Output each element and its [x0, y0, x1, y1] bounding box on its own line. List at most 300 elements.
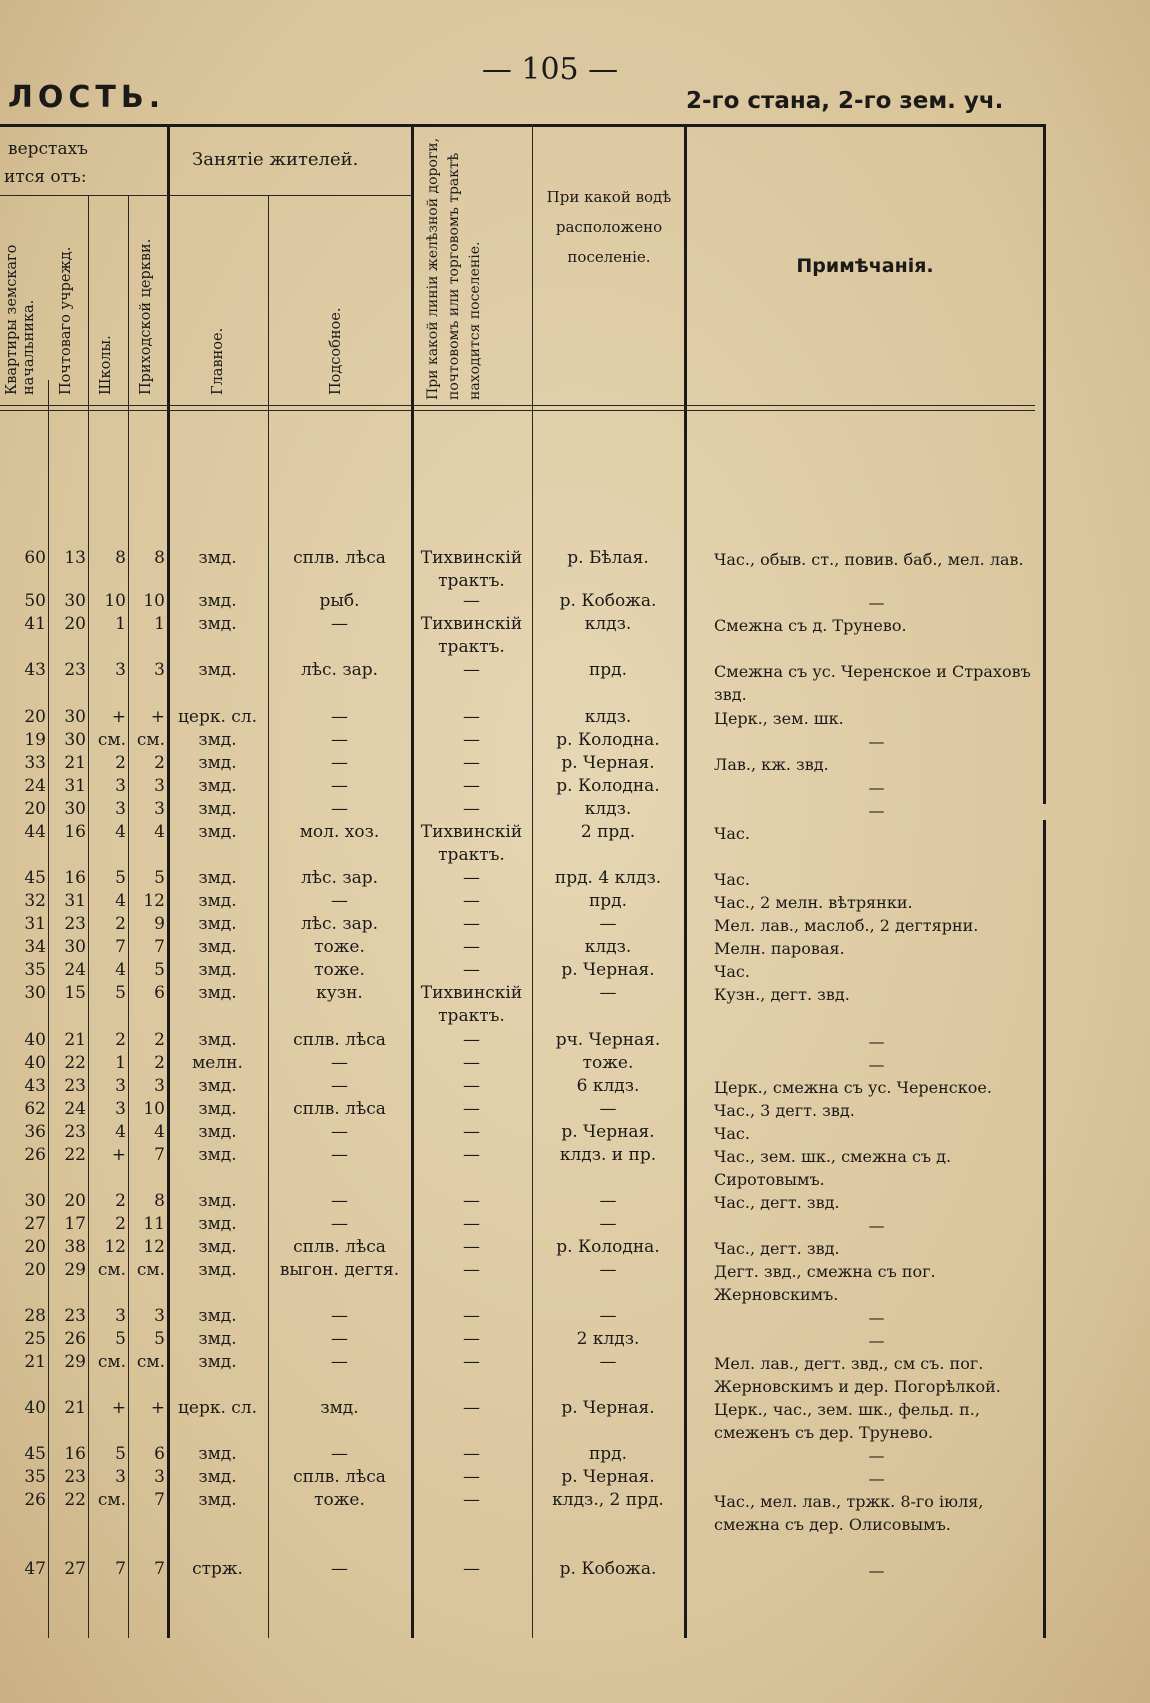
cell-z: 44: [24, 822, 46, 842]
cell-c: 9: [154, 914, 165, 934]
table-top-rule: [0, 124, 1045, 127]
col-divider: [128, 195, 129, 1638]
cell-s: 2: [115, 1191, 126, 1211]
cell-p: 30: [64, 591, 86, 611]
cell-s: см.: [97, 1260, 126, 1280]
cell-note: —: [868, 1331, 885, 1350]
cell-aux: —: [331, 1053, 348, 1073]
cell-c: 7: [154, 1559, 165, 1579]
cell-s: 2: [115, 1030, 126, 1050]
cell-aux: мол. хоз.: [299, 822, 380, 842]
cell-p: 20: [64, 614, 86, 634]
cell-note: —: [868, 1308, 885, 1327]
cell-main: змд.: [198, 1099, 237, 1119]
cell-c: см.: [136, 1260, 165, 1280]
page-title-left: ЛОСТЬ.: [8, 80, 166, 115]
cell-road: —: [463, 753, 480, 773]
cell-z: 40: [24, 1030, 46, 1050]
cell-road: —: [463, 1099, 480, 1119]
cell-p: 23: [64, 1467, 86, 1487]
cell-z: 45: [24, 868, 46, 888]
header-distance-sub: ится отъ:: [4, 167, 87, 187]
cell-z: 20: [24, 1237, 46, 1257]
cell-note: —: [868, 1561, 885, 1580]
cell-s: 3: [115, 660, 126, 680]
cell-p: 16: [64, 822, 86, 842]
cell-z: 43: [24, 660, 46, 680]
cell-note: —: [868, 801, 885, 820]
cell-water: —: [599, 1099, 617, 1119]
col-divider: [48, 380, 49, 1638]
cell-aux: —: [331, 799, 348, 819]
cell-p: 29: [64, 1260, 86, 1280]
cell-s: 5: [115, 868, 126, 888]
cell-road: Тихвинскій: [420, 822, 523, 842]
cell-s: 3: [115, 1467, 126, 1487]
cell-aux: —: [331, 1352, 348, 1372]
cell-c: +: [150, 707, 165, 727]
cell-z: 27: [24, 1214, 46, 1234]
cell-aux: выгон. дегтя.: [279, 1260, 400, 1280]
cell-z: 34: [24, 937, 46, 957]
cell-note: Смежна съ ус. Черенское и Страховъ звд.: [714, 662, 1031, 704]
cell-s: 12: [104, 1237, 126, 1257]
cell-p: 21: [64, 753, 86, 773]
cell-z: 36: [24, 1122, 46, 1142]
col-divider: [1043, 820, 1046, 1638]
cell-road: —: [463, 1352, 480, 1372]
cell-water: клдз.: [584, 707, 632, 727]
cell-c: 2: [154, 1053, 165, 1073]
cell-s: 3: [115, 799, 126, 819]
cell-z: 20: [24, 707, 46, 727]
cell-main: змд.: [198, 960, 237, 980]
cell-main: змд.: [198, 1467, 237, 1487]
cell-z: 47: [24, 1559, 46, 1579]
cell-aux: лѣс. зар.: [300, 660, 379, 680]
cell-road: —: [463, 937, 480, 957]
cell-note: —: [868, 1216, 885, 1235]
cell-main: змд.: [198, 1030, 237, 1050]
cell-note: —: [868, 1469, 885, 1488]
cell-note: —: [868, 593, 885, 612]
cell-aux: змд.: [320, 1398, 359, 1418]
cell-p: 16: [64, 868, 86, 888]
cell-road: —: [463, 1559, 480, 1579]
cell-z: 41: [24, 614, 46, 634]
cell-c: 3: [154, 1076, 165, 1096]
cell-note: Церк., зем. шк.: [714, 709, 844, 728]
cell-main: змд.: [198, 1260, 237, 1280]
cell-s: +: [111, 707, 126, 727]
cell-main: змд.: [198, 1237, 237, 1257]
cell-p: 17: [64, 1214, 86, 1234]
cell-c: 1: [154, 614, 165, 634]
cell-s: 2: [115, 753, 126, 773]
cell-z: 32: [24, 891, 46, 911]
cell-main: змд.: [198, 753, 237, 773]
cell-p: 30: [64, 799, 86, 819]
cell-aux: —: [331, 707, 348, 727]
cell-water: р. Черная.: [561, 753, 655, 773]
cell-z: 33: [24, 753, 46, 773]
cell-aux: кузн.: [316, 983, 363, 1003]
cell-aux: —: [331, 1145, 348, 1165]
cell-c: 8: [154, 548, 165, 568]
cell-water: прд. 4 клдз.: [554, 868, 662, 888]
cell-note: Час., дегт. звд.: [714, 1193, 840, 1212]
header-occupation: Занятіе жителей.: [192, 149, 359, 170]
cell-road: —: [463, 1237, 480, 1257]
cell-note: Церк., смежна съ ус. Черенское.: [714, 1078, 992, 1097]
cell-main: змд.: [198, 1214, 237, 1234]
page-number: — 105 —: [481, 52, 619, 87]
cell-s: 3: [115, 1099, 126, 1119]
cell-c: 10: [143, 591, 165, 611]
cell-note: —: [868, 1032, 885, 1051]
cell-water: р. Кобожа.: [559, 1559, 657, 1579]
cell-c: 5: [154, 868, 165, 888]
cell-s: 2: [115, 914, 126, 934]
cell-z: 31: [24, 914, 46, 934]
cell-water: р. Бѣлая.: [567, 548, 649, 568]
cell-road: —: [463, 1145, 480, 1165]
cell-z: 62: [24, 1099, 46, 1119]
cell-s: 4: [115, 891, 126, 911]
cell-water: р. Колодна.: [556, 730, 660, 750]
cell-road: —: [463, 1191, 480, 1211]
cell-z: 19: [24, 730, 46, 750]
cell-water: клдз.: [584, 799, 632, 819]
cell-road: —: [463, 1030, 480, 1050]
cell-z: 24: [24, 776, 46, 796]
cell-main: змд.: [198, 1191, 237, 1211]
cell-aux: сплв. лѣса: [293, 1099, 386, 1119]
cell-aux: тоже.: [314, 960, 365, 980]
cell-z: 43: [24, 1076, 46, 1096]
cell-z: 30: [24, 983, 46, 1003]
cell-main: мелн.: [192, 1053, 243, 1073]
cell-note: —: [868, 732, 885, 751]
cell-s: 5: [115, 1444, 126, 1464]
cell-main: змд.: [198, 868, 237, 888]
cell-water: р. Колодна.: [556, 776, 660, 796]
cell-z: 25: [24, 1329, 46, 1349]
cell-aux: —: [331, 776, 348, 796]
col-divider: [268, 195, 269, 1638]
cell-note: Церк., час., зем. шк., фельд. п., смеженъ съ дер. Трунево.: [714, 1400, 980, 1442]
cell-main: змд.: [198, 1352, 237, 1372]
cell-aux: сплв. лѣса: [293, 1030, 386, 1050]
cell-road: —: [463, 1053, 480, 1073]
cell-road-cont: трактъ.: [438, 1006, 505, 1026]
header-main: Главное.: [210, 327, 226, 395]
cell-z: 50: [24, 591, 46, 611]
cell-water: р. Черная.: [561, 960, 655, 980]
cell-water: клдз.: [584, 614, 632, 634]
cell-c: 10: [143, 1099, 165, 1119]
header-schools: Школы.: [98, 335, 114, 395]
cell-s: см.: [97, 1352, 126, 1372]
cell-aux: сплв. лѣса: [293, 1467, 386, 1487]
cell-road: Тихвинскій: [420, 983, 523, 1003]
cell-road: —: [463, 1076, 480, 1096]
cell-water: р. Черная.: [561, 1398, 655, 1418]
cell-z: 26: [24, 1490, 46, 1510]
cell-z: 26: [24, 1145, 46, 1165]
cell-main: змд.: [198, 983, 237, 1003]
cell-main: змд.: [198, 730, 237, 750]
cell-z: 28: [24, 1306, 46, 1326]
cell-s: 5: [115, 1329, 126, 1349]
cell-note: Час., 2 мелн. вѣтрянки.: [714, 893, 913, 912]
cell-p: 22: [64, 1490, 86, 1510]
cell-s: 3: [115, 1306, 126, 1326]
cell-aux: —: [331, 1559, 348, 1579]
cell-main: змд.: [198, 1145, 237, 1165]
header-subrule: [167, 195, 411, 196]
cell-water: —: [599, 1352, 617, 1372]
cell-z: 40: [24, 1398, 46, 1418]
header-bottom-rule-2: [0, 410, 1035, 411]
cell-aux: —: [331, 730, 348, 750]
cell-c: 4: [154, 822, 165, 842]
header-notes: Примѣчанія.: [796, 255, 934, 277]
cell-main: церк. сл.: [177, 707, 258, 727]
cell-s: 7: [115, 937, 126, 957]
cell-aux: тоже.: [314, 1490, 365, 1510]
cell-note: Час., мел. лав., тржк. 8-го іюля, смежна съ дер. Олисовымъ.: [714, 1492, 984, 1534]
cell-z: 60: [24, 548, 46, 568]
cell-c: 2: [154, 1030, 165, 1050]
header-distance: верстахъ: [8, 139, 88, 159]
cell-aux: рыб.: [319, 591, 360, 611]
cell-p: 29: [64, 1352, 86, 1372]
cell-p: 21: [64, 1030, 86, 1050]
cell-road-cont: трактъ.: [438, 571, 505, 591]
cell-c: 4: [154, 1122, 165, 1142]
cell-main: змд.: [198, 776, 237, 796]
cell-road: —: [463, 1306, 480, 1326]
cell-water: рч. Черная.: [555, 1030, 661, 1050]
cell-water: —: [599, 1214, 617, 1234]
cell-note: Час.: [714, 824, 750, 843]
cell-p: 31: [64, 891, 86, 911]
cell-p: 24: [64, 960, 86, 980]
cell-p: 22: [64, 1145, 86, 1165]
cell-p: 20: [64, 1191, 86, 1211]
cell-main: змд.: [198, 591, 237, 611]
cell-c: 3: [154, 1306, 165, 1326]
cell-road: —: [463, 1329, 480, 1349]
cell-p: 23: [64, 660, 86, 680]
header-bottom-rule: [0, 405, 1035, 406]
cell-aux: —: [331, 753, 348, 773]
cell-road: —: [463, 868, 480, 888]
cell-road: —: [463, 1260, 480, 1280]
cell-main: змд.: [198, 1329, 237, 1349]
cell-p: 23: [64, 1306, 86, 1326]
cell-aux: лѣс. зар.: [300, 914, 379, 934]
cell-road: —: [463, 891, 480, 911]
cell-main: змд.: [198, 1490, 237, 1510]
cell-road: Тихвинскій: [420, 614, 523, 634]
cell-p: 30: [64, 937, 86, 957]
header-subrule: [0, 195, 167, 196]
cell-road: —: [463, 707, 480, 727]
cell-water: клдз.: [584, 937, 632, 957]
cell-c: 5: [154, 1329, 165, 1349]
cell-main: змд.: [198, 822, 237, 842]
cell-p: 23: [64, 1076, 86, 1096]
cell-note: Час., 3 дегт. звд.: [714, 1101, 855, 1120]
cell-c: 3: [154, 776, 165, 796]
cell-water: —: [599, 1306, 617, 1326]
cell-s: 3: [115, 776, 126, 796]
cell-main: змд.: [198, 891, 237, 911]
cell-z: 20: [24, 1260, 46, 1280]
cell-c: см.: [136, 730, 165, 750]
cell-water: клдз. и пр.: [559, 1145, 657, 1165]
cell-water: —: [599, 914, 617, 934]
cell-s: 4: [115, 1122, 126, 1142]
cell-p: 15: [64, 983, 86, 1003]
cell-aux: —: [331, 1122, 348, 1142]
cell-main: змд.: [198, 660, 237, 680]
cell-aux: сплв. лѣса: [293, 1237, 386, 1257]
cell-s: см.: [97, 1490, 126, 1510]
cell-aux: тоже.: [314, 937, 365, 957]
cell-aux: лѣс. зар.: [300, 868, 379, 888]
cell-aux: —: [331, 1191, 348, 1211]
cell-note: —: [868, 778, 885, 797]
cell-c: 3: [154, 1467, 165, 1487]
cell-note: Час.: [714, 870, 750, 889]
cell-z: 20: [24, 799, 46, 819]
cell-s: 1: [115, 1053, 126, 1073]
cell-note: Мел. лав., маслоб., 2 дегтярни.: [714, 916, 979, 935]
cell-p: 31: [64, 776, 86, 796]
cell-road: —: [463, 799, 480, 819]
cell-s: 10: [104, 591, 126, 611]
cell-s: 8: [115, 548, 126, 568]
cell-water: р. Черная.: [561, 1467, 655, 1487]
cell-aux: —: [331, 1329, 348, 1349]
cell-note: Час., обыв. ст., повив. баб., мел. лав.: [714, 550, 1024, 569]
col-divider: [684, 124, 687, 1638]
cell-p: 38: [64, 1237, 86, 1257]
col-divider: [532, 124, 533, 1638]
cell-s: +: [111, 1145, 126, 1165]
cell-z: 40: [24, 1053, 46, 1073]
cell-c: 7: [154, 1145, 165, 1165]
cell-c: 12: [143, 1237, 165, 1257]
cell-road: —: [463, 1398, 480, 1418]
cell-p: 26: [64, 1329, 86, 1349]
cell-note: Час.: [714, 1124, 750, 1143]
cell-main: змд.: [198, 1444, 237, 1464]
cell-water: —: [599, 1260, 617, 1280]
cell-c: 11: [143, 1214, 165, 1234]
cell-water: прд.: [588, 660, 628, 680]
cell-c: 8: [154, 1191, 165, 1211]
cell-note: Дегт. звд., смежна съ пог. Жерновскимъ.: [714, 1262, 936, 1304]
cell-water: 6 клдз.: [576, 1076, 640, 1096]
cell-aux: —: [331, 1076, 348, 1096]
cell-z: 45: [24, 1444, 46, 1464]
cell-aux: —: [331, 891, 348, 911]
cell-water: 2 прд.: [580, 822, 636, 842]
cell-aux: —: [331, 1214, 348, 1234]
cell-s: 2: [115, 1214, 126, 1234]
cell-p: 16: [64, 1444, 86, 1464]
cell-main: змд.: [198, 548, 237, 568]
cell-note: —: [868, 1446, 885, 1465]
cell-water: р. Колодна.: [556, 1237, 660, 1257]
cell-note: Час., дегт. звд.: [714, 1239, 840, 1258]
cell-c: 5: [154, 960, 165, 980]
cell-z: 21: [24, 1352, 46, 1372]
cell-c: 7: [154, 1490, 165, 1510]
cell-main: стрж.: [192, 1559, 243, 1579]
header-postal: Почтоваго учрежд.: [58, 246, 74, 395]
cell-road: —: [463, 1467, 480, 1487]
cell-water: —: [599, 1191, 617, 1211]
cell-note: Час.: [714, 962, 750, 981]
cell-note: Мел. лав., дегт. звд., см съ. пог. Жерновскимъ и дер. Погорѣлкой.: [714, 1354, 1001, 1396]
cell-c: 7: [154, 937, 165, 957]
cell-s: 4: [115, 960, 126, 980]
cell-road: —: [463, 730, 480, 750]
cell-main: змд.: [198, 1306, 237, 1326]
cell-road: —: [463, 591, 480, 611]
cell-s: 5: [115, 983, 126, 1003]
cell-road: Тихвинскій: [420, 548, 523, 568]
cell-p: 13: [64, 548, 86, 568]
cell-note: Мелн. паровая.: [714, 939, 845, 958]
cell-note: —: [868, 1055, 885, 1074]
cell-main: змд.: [198, 937, 237, 957]
cell-s: см.: [97, 730, 126, 750]
cell-water: тоже.: [582, 1053, 634, 1073]
cell-c: 6: [154, 983, 165, 1003]
cell-road: —: [463, 1122, 480, 1142]
header-church: Приходской церкви.: [138, 238, 154, 395]
cell-c: 6: [154, 1444, 165, 1464]
cell-main: церк. сл.: [177, 1398, 258, 1418]
cell-c: 3: [154, 799, 165, 819]
cell-p: 23: [64, 1122, 86, 1142]
cell-road-cont: трактъ.: [438, 845, 505, 865]
cell-z: 35: [24, 1467, 46, 1487]
cell-main: змд.: [198, 1122, 237, 1142]
header-aux: Подсобное.: [328, 307, 344, 395]
cell-road: —: [463, 1214, 480, 1234]
cell-road: —: [463, 914, 480, 934]
col-divider: [88, 195, 89, 1638]
cell-c: +: [150, 1398, 165, 1418]
cell-water: прд.: [588, 1444, 628, 1464]
header-zemsky: Квартиры земскаго начальника.: [4, 244, 37, 395]
cell-note: Час., зем. шк., смежна съ д. Сиротовымъ.: [714, 1147, 952, 1189]
cell-road: —: [463, 960, 480, 980]
cell-main: змд.: [198, 1076, 237, 1096]
cell-road: —: [463, 660, 480, 680]
cell-road: —: [463, 776, 480, 796]
cell-c: см.: [136, 1352, 165, 1372]
cell-z: 35: [24, 960, 46, 980]
cell-water: —: [599, 983, 617, 1003]
